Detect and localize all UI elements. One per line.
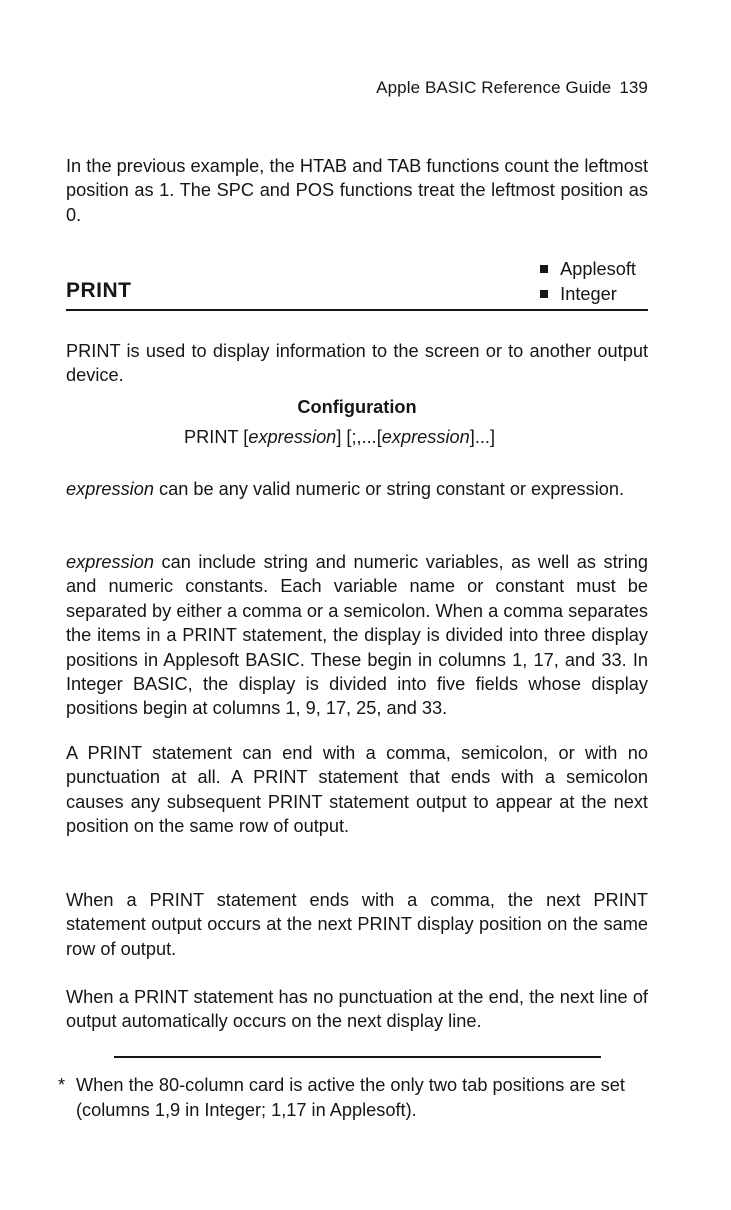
no-punctuation-paragraph: When a PRINT statement has no punctuation at the end, the next line of output automatically occurs on the next display line. bbox=[66, 987, 648, 1032]
section-header bbox=[66, 253, 648, 311]
running-header bbox=[376, 78, 648, 98]
bullet-square-icon bbox=[540, 265, 548, 273]
footnote-text: When the 80-column card is active the only two tab positions are set (columns 1,9 in Integer; 1,17 in Applesoft). bbox=[76, 1075, 625, 1120]
syntax-line: PRINT [expression] [;,...[expression]...] bbox=[184, 427, 496, 447]
applies-to-integer: Integer bbox=[540, 282, 636, 307]
expression-paragraph-2: expression can include string and numeric variables, as well as string and numeric constants. Each variable name or constant must be separated by either a comma or a semicolon. When a comma separates the items in a PRINT statement, the display is divided into three display positions in Applesoft BASIC. These begin in columns 1, 17, and 33. In Integer BASIC, the display is divided into five fields whose display positions begin at columns 1, 9, 17, 25, and 33. bbox=[66, 552, 648, 719]
applies-to-list bbox=[540, 257, 636, 306]
footnote bbox=[58, 1073, 648, 1122]
intro-paragraph: In the previous example, the HTAB and TAB functions count the leftmost position as 1. The SPC and POS functions treat the leftmost position as 0. bbox=[66, 156, 648, 225]
description-paragraph: PRINT is used to display information to the screen or to another output device. bbox=[66, 341, 648, 386]
expression-paragraph-1: expression can be any valid numeric or string constant or expression. bbox=[66, 479, 625, 499]
footnote-divider bbox=[114, 1056, 601, 1058]
comma-ending-paragraph: When a PRINT statement ends with a comma, the next PRINT statement output occurs at the next PRINT display position on the same row of output. bbox=[66, 890, 648, 959]
statement-ending-paragraph: A PRINT statement can end with a comma, semicolon, or with no punctuation at all. A PRINT statement that ends with a semicolon causes any subsequent PRINT statement output to appear at the next position on the same row of output. bbox=[66, 743, 648, 837]
section-title: PRINT bbox=[66, 279, 132, 302]
footnote-marker: * bbox=[58, 1075, 66, 1095]
configuration-heading: Configuration bbox=[297, 397, 417, 417]
running-title: Apple BASIC Reference Guide bbox=[376, 78, 612, 97]
page-number: 139 bbox=[619, 78, 648, 97]
bullet-square-icon bbox=[540, 290, 548, 298]
book-page bbox=[58, 0, 648, 1210]
applies-to-applesoft: Applesoft bbox=[540, 257, 636, 282]
